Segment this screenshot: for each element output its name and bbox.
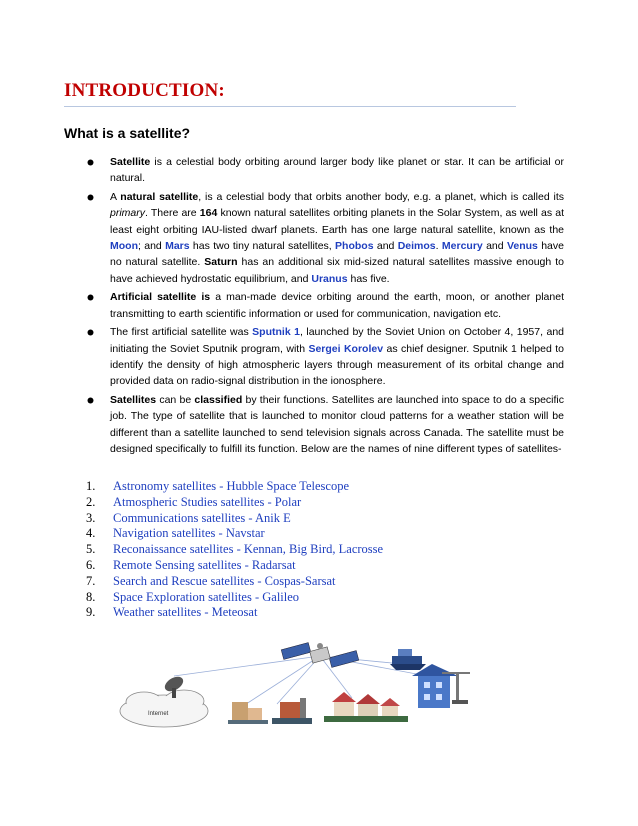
term-primary: primary xyxy=(110,207,146,220)
list-number: 3. xyxy=(86,510,96,525)
list-number: 7. xyxy=(86,573,96,588)
list-number: 8. xyxy=(86,589,96,604)
term-classified: classified xyxy=(194,394,243,407)
list-number: 5. xyxy=(86,542,96,557)
ship-icon xyxy=(390,649,426,670)
bullet-text: has five. xyxy=(347,272,390,285)
satellite-type-link[interactable]: Reconaissance satellites - Kennan, Big Bird, Lacrosse xyxy=(113,542,384,557)
list-number: 2. xyxy=(86,494,96,509)
bullet-text: . There are xyxy=(145,207,200,220)
bullet-text: known natural satellites orbiting planets in the Solar System, as well as at least eight orbiting IAU-listed dwarf planets. Earth has one large natural satellite, known as the xyxy=(110,207,564,236)
link-phobos[interactable]: Phobos xyxy=(335,239,374,252)
bullet-icon xyxy=(87,329,94,336)
cloud-icon xyxy=(120,690,208,727)
satellite-bullet-list xyxy=(86,154,564,460)
bullet-text: is a celestial body orbiting around larger body like planet or star. It can be artificial or natural. xyxy=(110,156,564,185)
bullet-text: and xyxy=(482,239,507,252)
satellite-type-link[interactable]: Remote Sensing satellites - Radarsat xyxy=(113,557,296,572)
illustration-label: Internet xyxy=(148,711,169,717)
term-artificial-satellite: Artificial satellite is xyxy=(110,291,211,304)
bullet-text: , launched by the Soviet Union on October 4, 1957, and initiating the Soviet Sputnik program, with xyxy=(110,326,564,355)
bullet-icon xyxy=(87,159,94,166)
page-title: INTRODUCTION: xyxy=(64,80,225,101)
satellite-type-link[interactable]: Space Exploration satellites - Galileo xyxy=(113,589,300,604)
satellite-types-list xyxy=(86,479,546,621)
list-number: 6. xyxy=(86,557,96,572)
satellite-type-link[interactable]: Astronomy satellites - Hubble Space Telescope xyxy=(113,479,349,493)
list-item xyxy=(86,574,546,590)
list-item xyxy=(86,495,546,511)
bullet-icon xyxy=(87,397,94,404)
satellite-type-link[interactable]: Search and Rescue satellites - Cospas-Sarsat xyxy=(113,573,336,588)
list-item xyxy=(86,558,546,574)
section-heading: What is a satellite? xyxy=(64,125,191,141)
bullet-icon xyxy=(87,294,94,301)
bullet-text: have no natural satellite. xyxy=(110,239,564,269)
bullet-artificial-satellite xyxy=(86,289,564,322)
bullet-text: , is a celestial body that orbits another body, e.g. a planet, which is called its xyxy=(198,191,565,204)
count-164: 164 xyxy=(199,207,218,220)
link-sergei-korolev[interactable]: Sergei Korolev xyxy=(308,342,384,355)
link-uranus[interactable]: Uranus xyxy=(311,272,348,285)
list-number: 4. xyxy=(86,526,96,541)
list-item xyxy=(86,479,546,495)
list-number: 1. xyxy=(86,479,96,493)
bullet-text: can be xyxy=(156,394,195,407)
link-mars[interactable]: Mars xyxy=(165,239,190,252)
list-number: 9. xyxy=(86,605,96,620)
bullet-text: and xyxy=(373,239,398,252)
satellite-icon xyxy=(281,643,359,668)
bullet-text: has two tiny natural satellites, xyxy=(189,239,336,252)
bullet-text: . xyxy=(435,239,442,252)
bullet-satellite-definition xyxy=(86,154,564,187)
satellite-type-link[interactable]: Atmospheric Studies satellites - Polar xyxy=(113,494,302,509)
office-building-icon xyxy=(412,664,458,708)
heading-rule xyxy=(64,106,516,107)
bullet-icon xyxy=(87,194,94,201)
satellite-type-link[interactable]: Communications satellites - Anik E xyxy=(113,510,291,525)
houses-icon xyxy=(324,692,408,722)
link-sputnik-1[interactable]: Sputnik 1 xyxy=(252,326,300,339)
factory-icon xyxy=(272,698,312,724)
link-deimos[interactable]: Deimos xyxy=(397,239,436,252)
term-satellites: Satellites xyxy=(110,394,157,407)
link-moon[interactable]: Moon xyxy=(110,239,138,252)
bullet-sputnik xyxy=(86,324,564,389)
link-venus[interactable]: Venus xyxy=(506,239,538,252)
term-natural-satellite: natural satellite xyxy=(120,191,199,204)
list-item xyxy=(86,590,546,606)
bullet-natural-satellite xyxy=(86,189,564,287)
bullet-text: has an additional six mid-sized natural satellites massive enough to have achieved hydrostatic equilibrium, and xyxy=(110,256,564,285)
bullet-text: a man-made device orbiting around the earth, moon, or another planet transmitting to earth scientific information or used for communication, navigation etc. xyxy=(110,291,564,320)
link-mercury[interactable]: Mercury xyxy=(441,239,483,252)
bullet-text: The first artificial satellite was xyxy=(110,326,253,339)
satellite-type-link[interactable]: Weather satellites - Meteosat xyxy=(113,605,258,620)
building-cluster-icon xyxy=(228,702,268,724)
satellite-type-link[interactable]: Navigation satellites - Navstar xyxy=(113,526,265,541)
list-item xyxy=(86,526,546,542)
term-saturn: Saturn xyxy=(204,256,238,269)
term-satellite: Satellite xyxy=(110,156,151,168)
bullet-text: ; and xyxy=(138,239,166,252)
bullet-text: A xyxy=(110,191,121,204)
bullet-text: by their functions. Satellites are launched into space to do a specific job. The type of satellite that is launched to monitor cloud patterns for a weather station will be different than a satellite launched to send television signals across Canada. The satellite must be designed specifically to fulfill its function. Below are the names of nine different types of satellites- xyxy=(110,394,564,456)
bullet-text: as chief designer. Sputnik 1 helped to identify the density of high atmospheric layers through measurement of its orbital change and provided data on radio-signal distribution in the ionosphere. xyxy=(110,342,564,388)
list-item xyxy=(86,605,546,621)
list-item xyxy=(86,542,546,558)
bullet-classification xyxy=(86,392,564,457)
satellite-network-illustration xyxy=(112,636,500,736)
list-item xyxy=(86,511,546,527)
